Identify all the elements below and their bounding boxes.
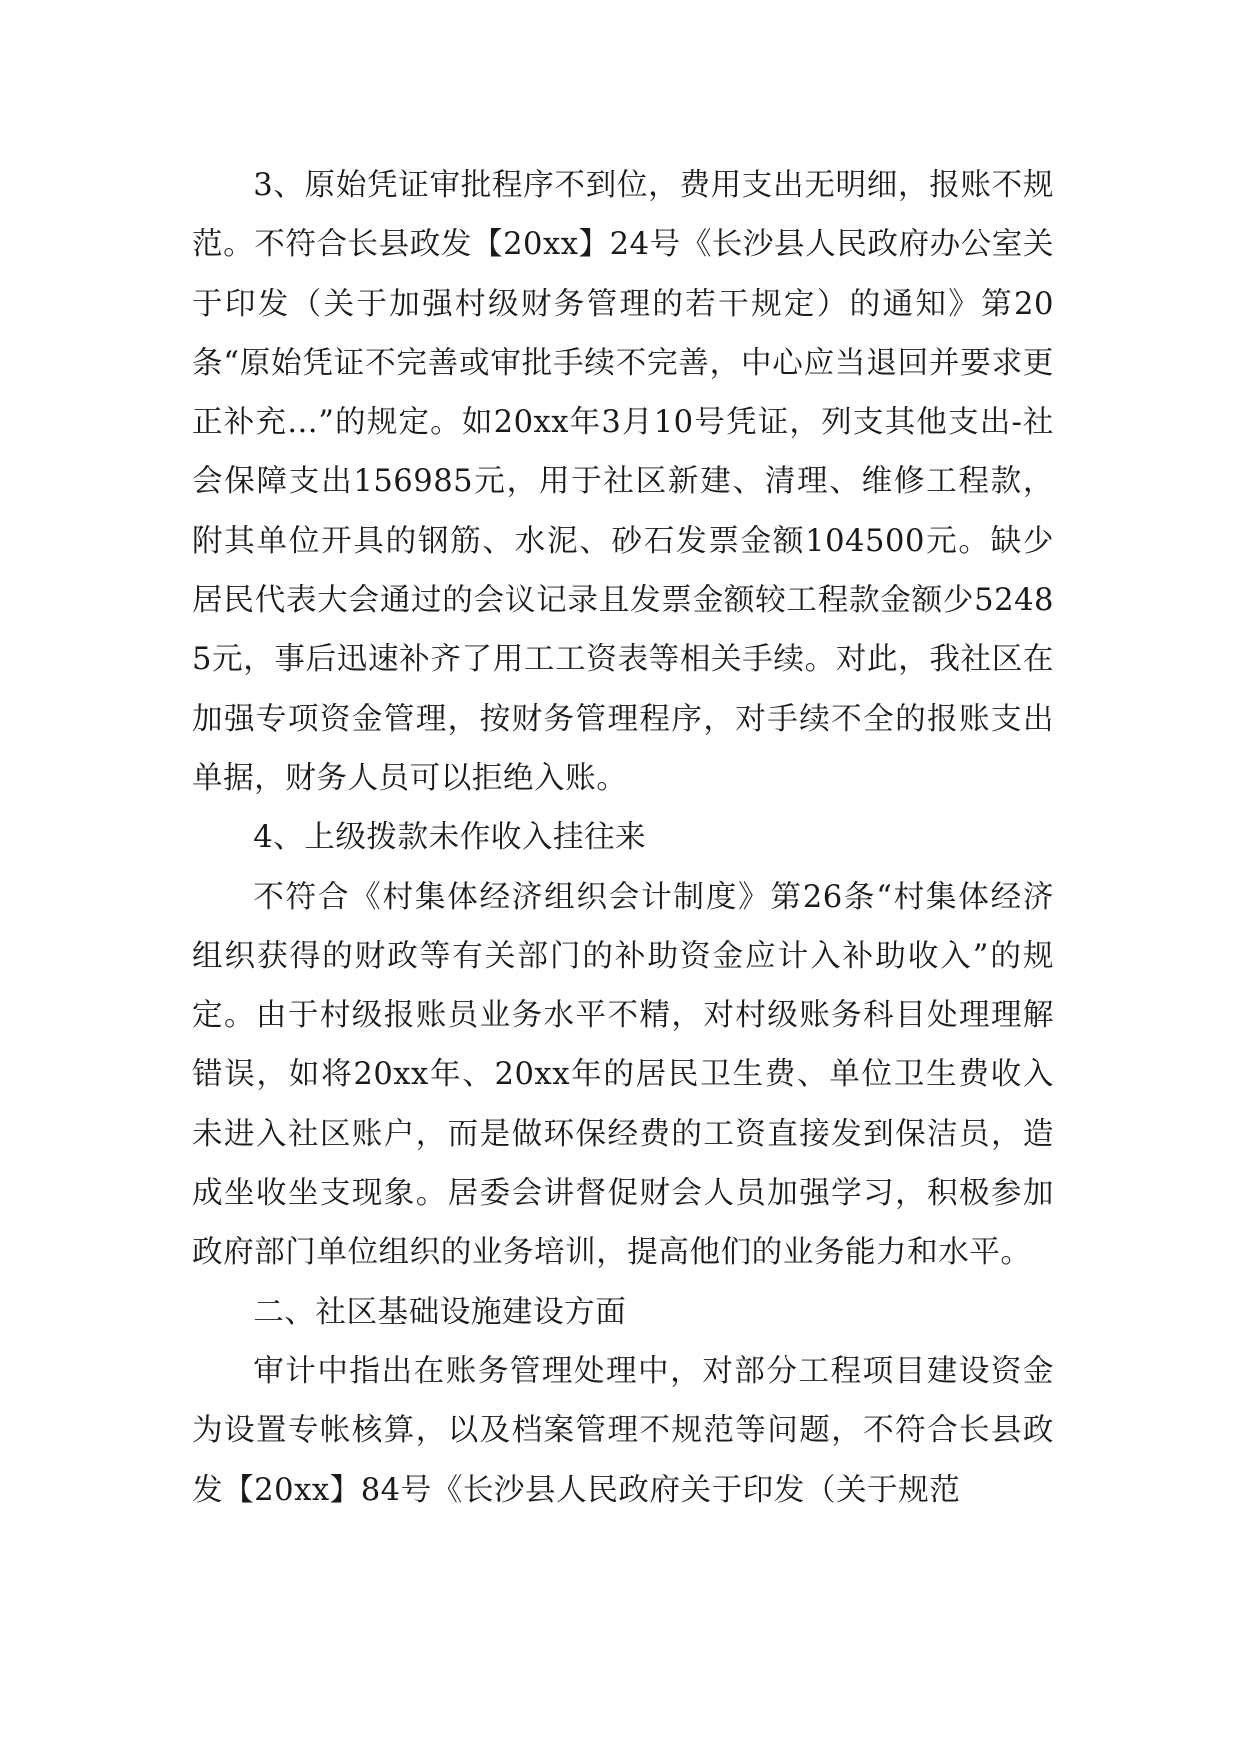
- paragraph-item-4-body: 不符合《村集体经济组织会计制度》第26条“村集体经济组织获得的财政等有关部门的补助资金应计入补助收入”的规定。由于村级报账员业务水平不精，对村级账务科目处理理解错误，如将20xx年、20xx年的居民卫生费、单位卫生费收入未进入社区账户，而是做环保经费的工资直接发到保洁员，造成坐收坐支现象。居委会讲督促财会人员加强学习，积极参加政府部门单位组织的业务培训，提高他们的业务能力和水平。: [192, 879, 1054, 1271]
- section-heading-infrastructure: 二、社区基础设施建设方面: [253, 1294, 627, 1330]
- paragraph-item-3-original-voucher: 3、原始凭证审批程序不到位，费用支出无明细，报账不规范。不符合长县政发【20xx】24号《长沙县人民政府办公室关于印发（关于加强村级财务管理的若干规定）的通知》第20条“原始凭证不完善或审批手续不完善，中心应当退回并要求更正补充…”的规定。如20xx年3月10号凭证，列支其他支出-社会保障支出156985元，用于社区新建、清理、维修工程款，附其单位开具的钢筋、水泥、砂石发票金额104500元。缺少居民代表大会通过的会议记录且发票金额较工程款金额少52485元，事后迅速补齐了用工工资表等相关手续。对此，我社区在加强专项资金管理，按财务管理程序，对手续不全的报账支出单据，财务人员可以拒绝入账。: [192, 168, 1054, 796]
- paragraph-heading-item-4: 4、上级拨款未作收入挂往来: [253, 820, 647, 856]
- paragraph-infrastructure-body: 审计中指出在账务管理处理中，对部分工程项目建设资金为设置专帐核算，以及档案管理不规范等问题，不符合长县政发【20xx】84号《长沙县人民政府关于印发（关于规范: [192, 1353, 1054, 1508]
- document-body: [192, 156, 1054, 1520]
